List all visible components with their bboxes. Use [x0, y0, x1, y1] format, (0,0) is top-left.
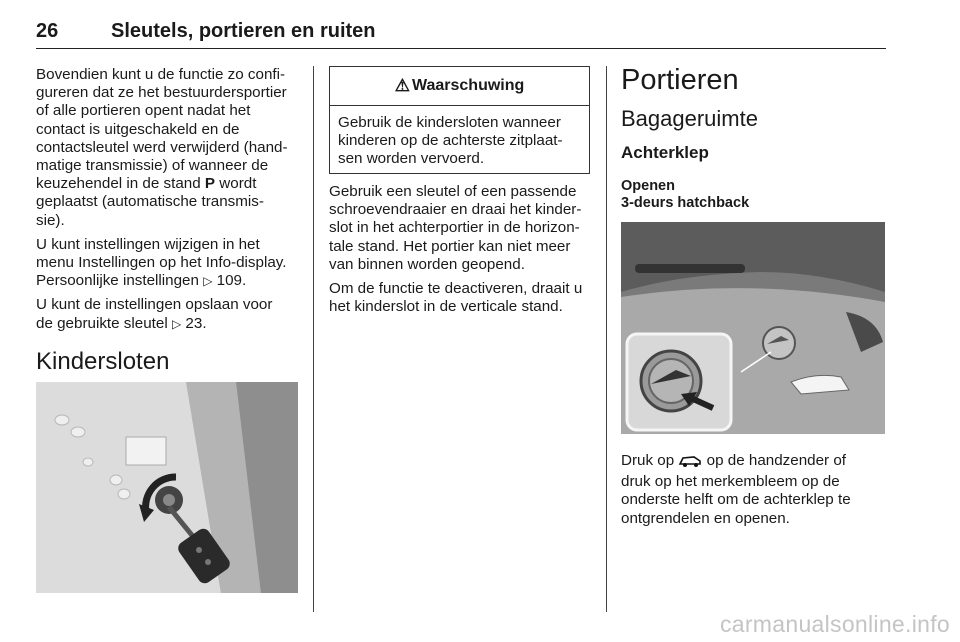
warning-box	[329, 66, 590, 174]
column-3-text	[621, 452, 881, 534]
warning-triangle-icon: ⚠	[394, 76, 410, 95]
child-lock-illustration	[36, 382, 298, 593]
paragraph-open-tailgate: Druk op op de handzender of druk op het merkembleem op de onderste helft om de achterklep te ontgrendelen en openen.	[621, 452, 851, 527]
column-divider-2	[606, 66, 607, 612]
heading-portieren: Portieren	[621, 64, 739, 96]
watermark: carmanualsonline.info	[719, 611, 950, 637]
warning-header: ⚠ Waarschuwing	[330, 67, 589, 106]
car-tailgate-icon	[678, 454, 702, 473]
column-2-text	[329, 183, 595, 322]
heading-bagageruimte: Bagageruimte	[621, 106, 758, 131]
page-number: 26	[36, 20, 59, 42]
link-personal-settings[interactable]: Persoonlijke instellingen	[36, 272, 199, 290]
warning-body: Gebruik de kindersloten wanneer kinderen op de achterste zitplaat- sen worden vervoerd.	[338, 114, 563, 168]
paragraph-child-lock-usage: Gebruik een sleutel of een passende schroevendraaier en draai het kinder- slot in het achterportier in de horizon- tale stand. Het portier kan niet meer van binnen worden geopend.	[329, 183, 582, 273]
section-heading-kindersloten: Kindersloten	[36, 348, 170, 375]
triangle-pointer-icon: ▷	[203, 274, 213, 289]
heading-openen: Openen	[621, 178, 675, 194]
paragraph-function-config: Bovendien kunt u de functie zo confi- gureren dat ze het bestuurdersportier of alle portieren opent nadat het contact is uitgeschakeld en de contactsleutel werd verwijderd (hand- matige transmissie) of wanneer de keuzehendel in de stand P wordt geplaatst (automatische transmis- sie).	[36, 66, 288, 229]
running-head: Sleutels, portieren en ruiten	[111, 20, 376, 42]
paragraph-deactivate: Om de functie te deactiveren, draait u het kinderslot in de verticale stand.	[329, 280, 583, 316]
paragraph-save-settings: U kunt de instellingen opslaan voor de gebruikte sleutel ▷ 23.	[36, 296, 273, 332]
heading-achterklep: Achterklep	[621, 143, 709, 162]
column-divider-1	[313, 66, 314, 612]
header-rule	[36, 48, 886, 49]
paragraph-settings-menu: U kunt instellingen wijzigen in het menu Instellingen op het Info-display. Persoonlijke instellingen ▷ 109.	[36, 235, 287, 290]
triangle-pointer-icon: ▷	[171, 316, 182, 331]
column-1	[36, 66, 300, 339]
tailgate-illustration	[621, 222, 885, 434]
heading-3-deurs-hatchback: 3-deurs hatchback	[621, 195, 750, 211]
